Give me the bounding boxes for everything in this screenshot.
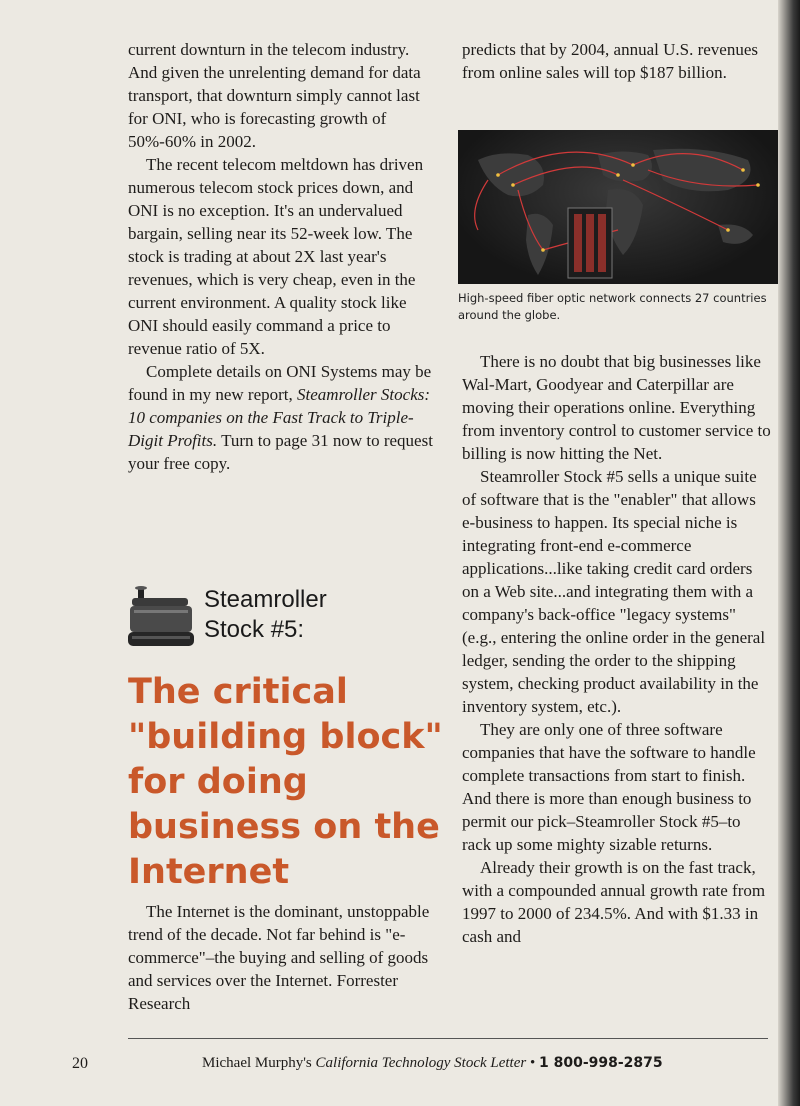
steamroller-label: Steamroller [204,586,327,613]
report-title: Steamroller Stocks: 10 companies on the Fast Track to Triple-Digit Profits. [128,385,431,450]
right-column-main [462,350,772,948]
footer-divider [128,1038,768,1039]
report-cta: Turn to page 31 now to request your free copy. [128,431,433,473]
report-intro: Complete details on ONI Systems may be found in my new report, [128,362,432,404]
page-edge-shadow [778,0,800,1106]
right-column-top [462,38,772,84]
page-number: 20 [72,1055,88,1072]
left-paragraph-1: current downturn in the telecom industry. And given the unrelenting demand for data transport, that downturn simply cannot last for ONI, who is forecasting growth of 50%-60% in 2002. [128,40,421,151]
footer-author: Michael Murphy's [202,1055,312,1071]
left-column [128,38,438,475]
footer-line [202,1055,663,1072]
right-paragraph-2: Steamroller Stock #5 sells a unique suite of software that is the "enabler" that allows e-business to happen. Its special niche is integrating front-end e-commerce applications...like taking credit card orders on a Web site...and integrating them with a company's back-office "legacy systems" (e.g., entering the online order in the general ledger, sending the order to the shipping system, checking product availability in the inventory system, etc.). [462,467,766,716]
world-map-graphic [458,130,778,284]
stock-number-label [204,616,304,644]
right-paragraph-3: They are only one of three software companies that have the software to handle complete transactions from start to finish. And there is more than enough business to permit our pick–Steamroller Stock #5–to rack up some mighty sizable returns. [462,720,756,854]
footer-bullet: • [529,1055,536,1071]
right-paragraph-0: predicts that by 2004, annual U.S. revenues from online sales will top $187 billion. [462,40,759,82]
right-paragraph-1: There is no doubt that big businesses like Wal-Mart, Goodyear and Caterpillar are moving their operations online. Everything from inventory control to customer service to billing is now hitting the Net. [462,352,771,463]
left-paragraph-2: The recent telecom meltdown has driven numerous telecom stock prices down, and ONI is no exception. It's an undervalued bargain, selling near its 52-week low. The stock is trading at about 2X last year's revenues, which is very cheap, even in the current environment. A quality stock like ONI should easily command a price to revenue ratio of 5X. [128,155,424,358]
left-bottom-column [128,900,438,1015]
internet-paragraph: The Internet is the dominant, unstoppable trend of the decade. Not far behind is "e-commerce"–the buying and selling of goods and services over the Internet. Forrester Research [128,902,430,1013]
stock-number: #5: [270,616,305,643]
steamroller-icon [128,586,196,650]
stock-word: Stock [204,616,265,643]
image-caption: High-speed fiber optic network connects 27 countries around the globe. [458,291,767,322]
fiber-network-map-image [458,130,778,284]
footer-publication: California Technology Stock Letter [315,1055,527,1071]
right-paragraph-4: Already their growth is on the fast track, with a compounded annual growth rate from 1997 to 2000 of 234.5%. And with $1.33 in cash and [462,858,766,946]
left-paragraph-3 [128,360,438,475]
footer-phone: 1 800-998-2875 [538,1055,663,1071]
section-headline: The critical "building block" for doing business on the Internet [128,672,443,892]
steamroller-stock-label [128,582,438,654]
